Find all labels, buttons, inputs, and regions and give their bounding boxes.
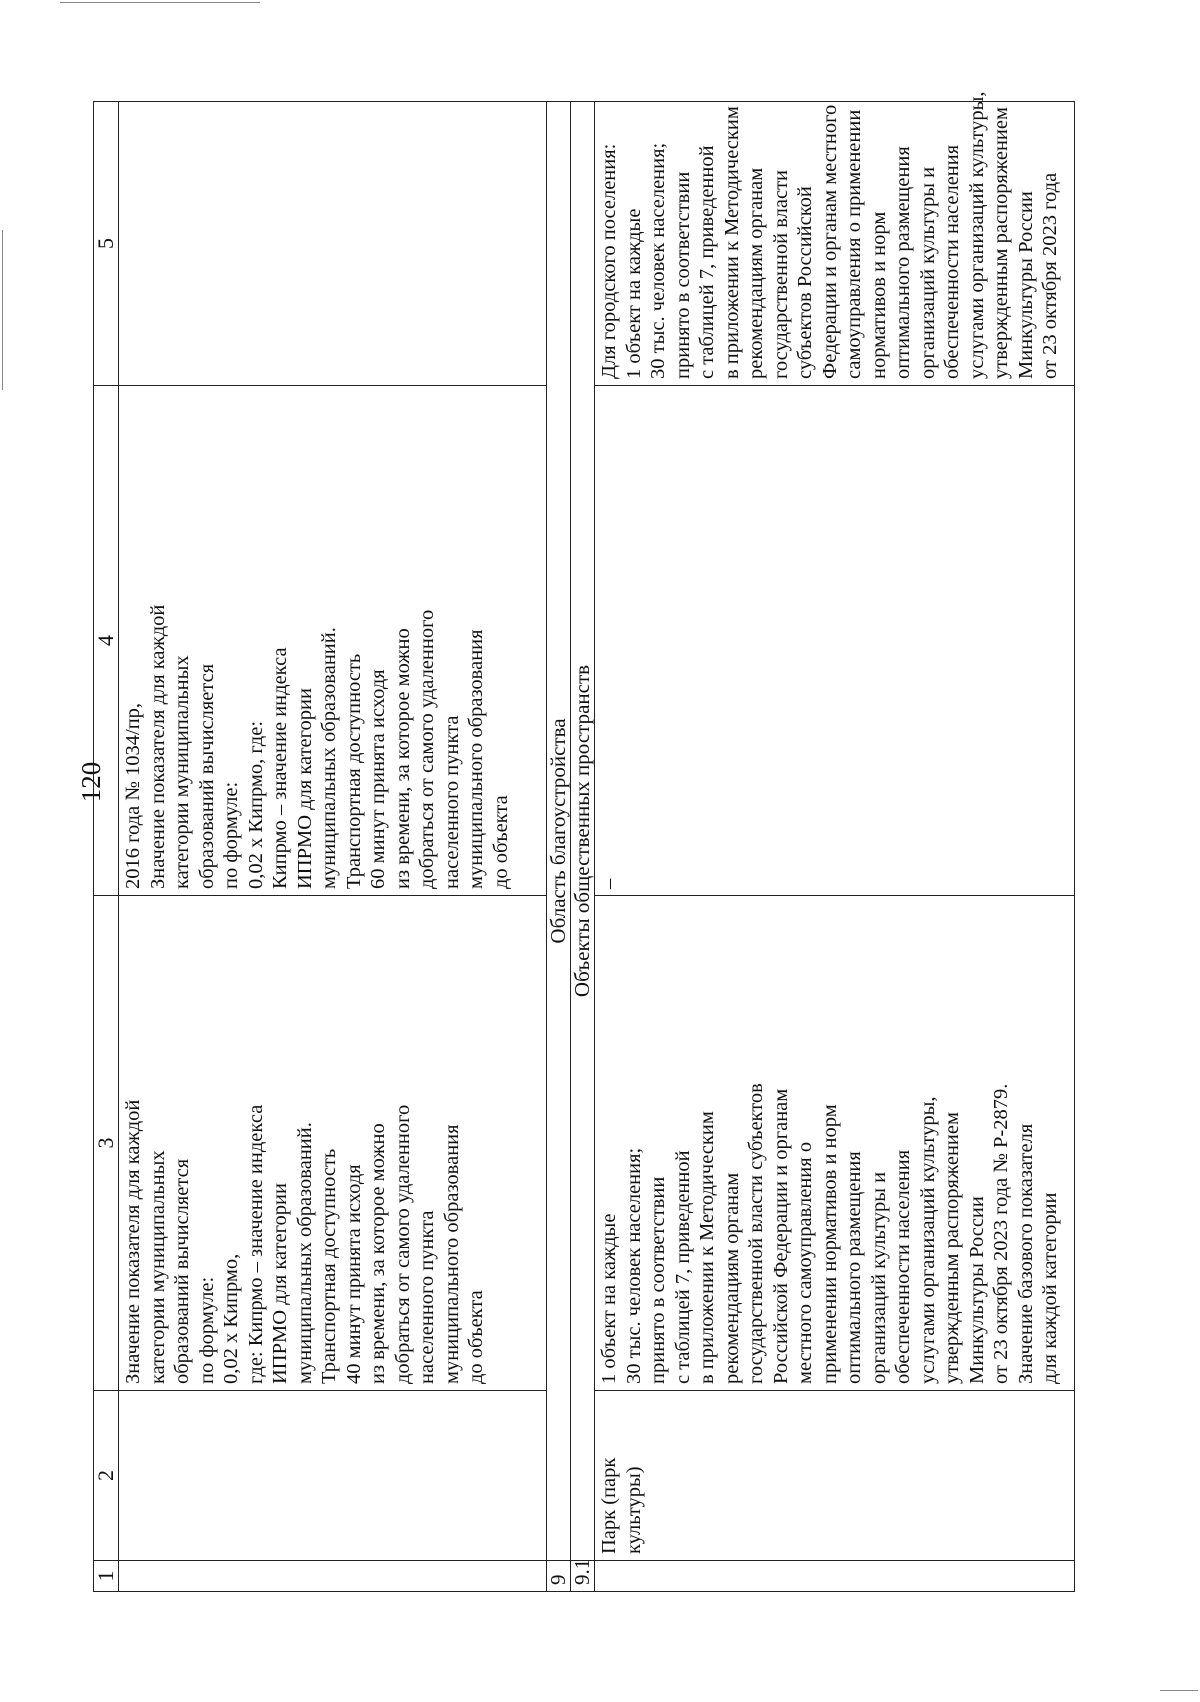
cell-text-line: Минкультуры России: [965, 1196, 988, 1384]
cell-text-line: –: [598, 878, 620, 889]
cell-text-line: в приложении к Методическим: [720, 106, 743, 379]
cell-base-value: [119, 896, 547, 1391]
cell-number: [119, 1561, 547, 1592]
cell-text-line: утвержденным распоряжением: [990, 107, 1012, 379]
cell-text-line: 0,02 х Кипрмо, где:: [244, 720, 267, 889]
cell-text-line: услугами организаций культуры,: [916, 1096, 939, 1384]
section-id: 9: [547, 1561, 571, 1592]
cell-text-line: субъектов Российской: [794, 186, 816, 379]
cell-rationale: [595, 91, 1075, 386]
cell-rationale: [119, 102, 547, 386]
cell-text-line: 30 тыс. человек населения;: [647, 142, 669, 379]
cell-text-line: 2016 года № 1034/пр,: [122, 702, 144, 889]
cell-text-line: Российской Федерации и органам: [769, 1088, 792, 1384]
cell-text-line: до объекта: [489, 795, 512, 889]
cell-text-line: по формуле:: [195, 1276, 218, 1384]
column-number-2: 2: [94, 1391, 119, 1561]
cell-max-value: [119, 386, 547, 896]
cell-text-line: обеспеченности населения: [892, 1149, 914, 1384]
cell-text-line: организаций культуры и: [916, 166, 939, 379]
cell-text-line: Значение базового показателя: [1014, 1123, 1037, 1384]
cell-text-line: рекомендациям органам: [720, 1172, 743, 1384]
cell-text-line: 40 минут принята исходя: [342, 1164, 365, 1384]
cell-text-line: от 23 октября 2023 года: [1039, 172, 1061, 379]
cell-text-line: с таблицей 7, приведенной: [671, 1150, 694, 1384]
cell-text-line: добраться от самого удаленного: [416, 609, 438, 889]
page-number: 120: [76, 761, 106, 803]
cell-text-line: местного самоуправления о: [794, 1141, 816, 1384]
cell-text-line: для каждой категории: [1039, 1192, 1061, 1384]
cell-text-line: из времени, за которое можно: [391, 628, 414, 889]
cell-text-line: населенного пункта: [440, 715, 463, 889]
cell-text-line: государственной власти: [769, 170, 792, 379]
cell-text-line: по формуле:: [220, 781, 242, 889]
cell-text-line: применении нормативов и норм: [818, 1104, 841, 1384]
cell-text-line: оптимального размещения: [892, 146, 914, 379]
cell-text-line: категории муниципальных: [146, 1150, 169, 1384]
table-row-park: [595, 102, 1075, 1592]
section-title: Область благоустройства: [547, 102, 571, 1561]
cell-number: [595, 1561, 1075, 1592]
cell-text-line: категории муниципальных: [171, 655, 193, 889]
cell-text-line: добраться от самого удаленного: [391, 1104, 414, 1384]
cell-text-line: 60 минут принята исходя: [367, 669, 389, 889]
cell-text-line: Транспортная доступность: [342, 653, 365, 889]
column-number-1: 1: [94, 1561, 119, 1592]
section-row-9: [547, 102, 571, 1592]
cell-text-line: 1 объект на каждые: [598, 1213, 620, 1384]
cell-text-line: Федерации и органам местного: [818, 104, 841, 379]
cell-text-line: муниципального образования: [465, 629, 487, 889]
cell-text-line: Минкультуры России: [1014, 191, 1037, 379]
cell-text-line: от 23 октября 2023 года № Р-2879.: [990, 1083, 1012, 1384]
column-number-3: 3: [94, 896, 119, 1391]
cell-object-name: Парк (парк культуры): [595, 1391, 1075, 1561]
cell-text-line: Кипрмо – значение индекса: [269, 647, 291, 889]
standards-table: [93, 91, 1075, 1592]
cell-text-line: в приложении к Методическим: [696, 1111, 718, 1384]
cell-text-line: принято в соответствии: [647, 1176, 669, 1384]
header-row: [94, 102, 119, 1592]
cell-text-line: услугами организаций культуры,: [965, 91, 988, 379]
cell-text-line: из времени, за которое можно: [367, 1123, 389, 1384]
cell-text-line: ИПРМО для категории: [269, 1183, 291, 1384]
subsection-title: Объекты общественных пространств: [571, 102, 595, 1561]
cell-text-line: с таблицей 7, приведенной: [696, 145, 718, 379]
cell-text-line: утвержденным распоряжением: [941, 1112, 963, 1384]
cell-text-line: принято в соответствии: [671, 171, 694, 379]
cell-text-line: до объекта: [465, 1290, 487, 1384]
cell-text-line: муниципальных образований.: [293, 1122, 316, 1384]
cell-text-line: муниципального образования: [440, 1124, 463, 1384]
subsection-id: 9.1: [571, 1561, 595, 1592]
cell-text-line: ИПРМО для категории: [293, 688, 316, 889]
cell-text-line: организаций культуры и: [867, 1171, 890, 1384]
cell-object-name: [119, 1391, 547, 1561]
cell-text-line: оптимального размещения: [843, 1151, 865, 1384]
cell-text-line: Значение показателя для каждой: [122, 1099, 144, 1384]
table-row-continuation: [119, 102, 547, 1592]
cell-text-line: Транспортная доступность: [318, 1148, 340, 1384]
column-number-4: 4: [94, 386, 119, 896]
section-row-9-1: [571, 102, 595, 1592]
cell-max-value: [595, 386, 1075, 896]
cell-text-line: рекомендациям органам: [745, 167, 767, 379]
cell-text-line: муниципальных образований.: [318, 627, 340, 889]
cell-text-line: нормативов и норм: [867, 211, 890, 379]
cell-text-line: Значение показателя для каждой: [146, 604, 169, 889]
cell-text-line: самоуправления о применении: [843, 109, 865, 379]
cell-text-line: где: Кипрмо – значение индекса: [244, 1104, 267, 1384]
cell-base-value: [595, 896, 1075, 1391]
cell-text-line: 30 тыс. человек населения;: [622, 1147, 645, 1384]
cell-text-line: обеспеченности населения: [941, 144, 963, 379]
cell-text-line: государственной власти субъектов: [745, 1083, 767, 1384]
cell-text-line: Для городского поселения:: [598, 143, 620, 379]
cell-text-line: населенного пункта: [416, 1210, 438, 1384]
cell-text-line: образований вычисляется: [171, 1158, 193, 1384]
column-number-5: 5: [94, 102, 119, 386]
cell-text-line: 0,02 х Кипрмо,: [220, 1253, 242, 1384]
cell-text-line: 1 объект на каждые: [622, 208, 645, 379]
cell-text-line: образований вычисляется: [195, 663, 218, 889]
